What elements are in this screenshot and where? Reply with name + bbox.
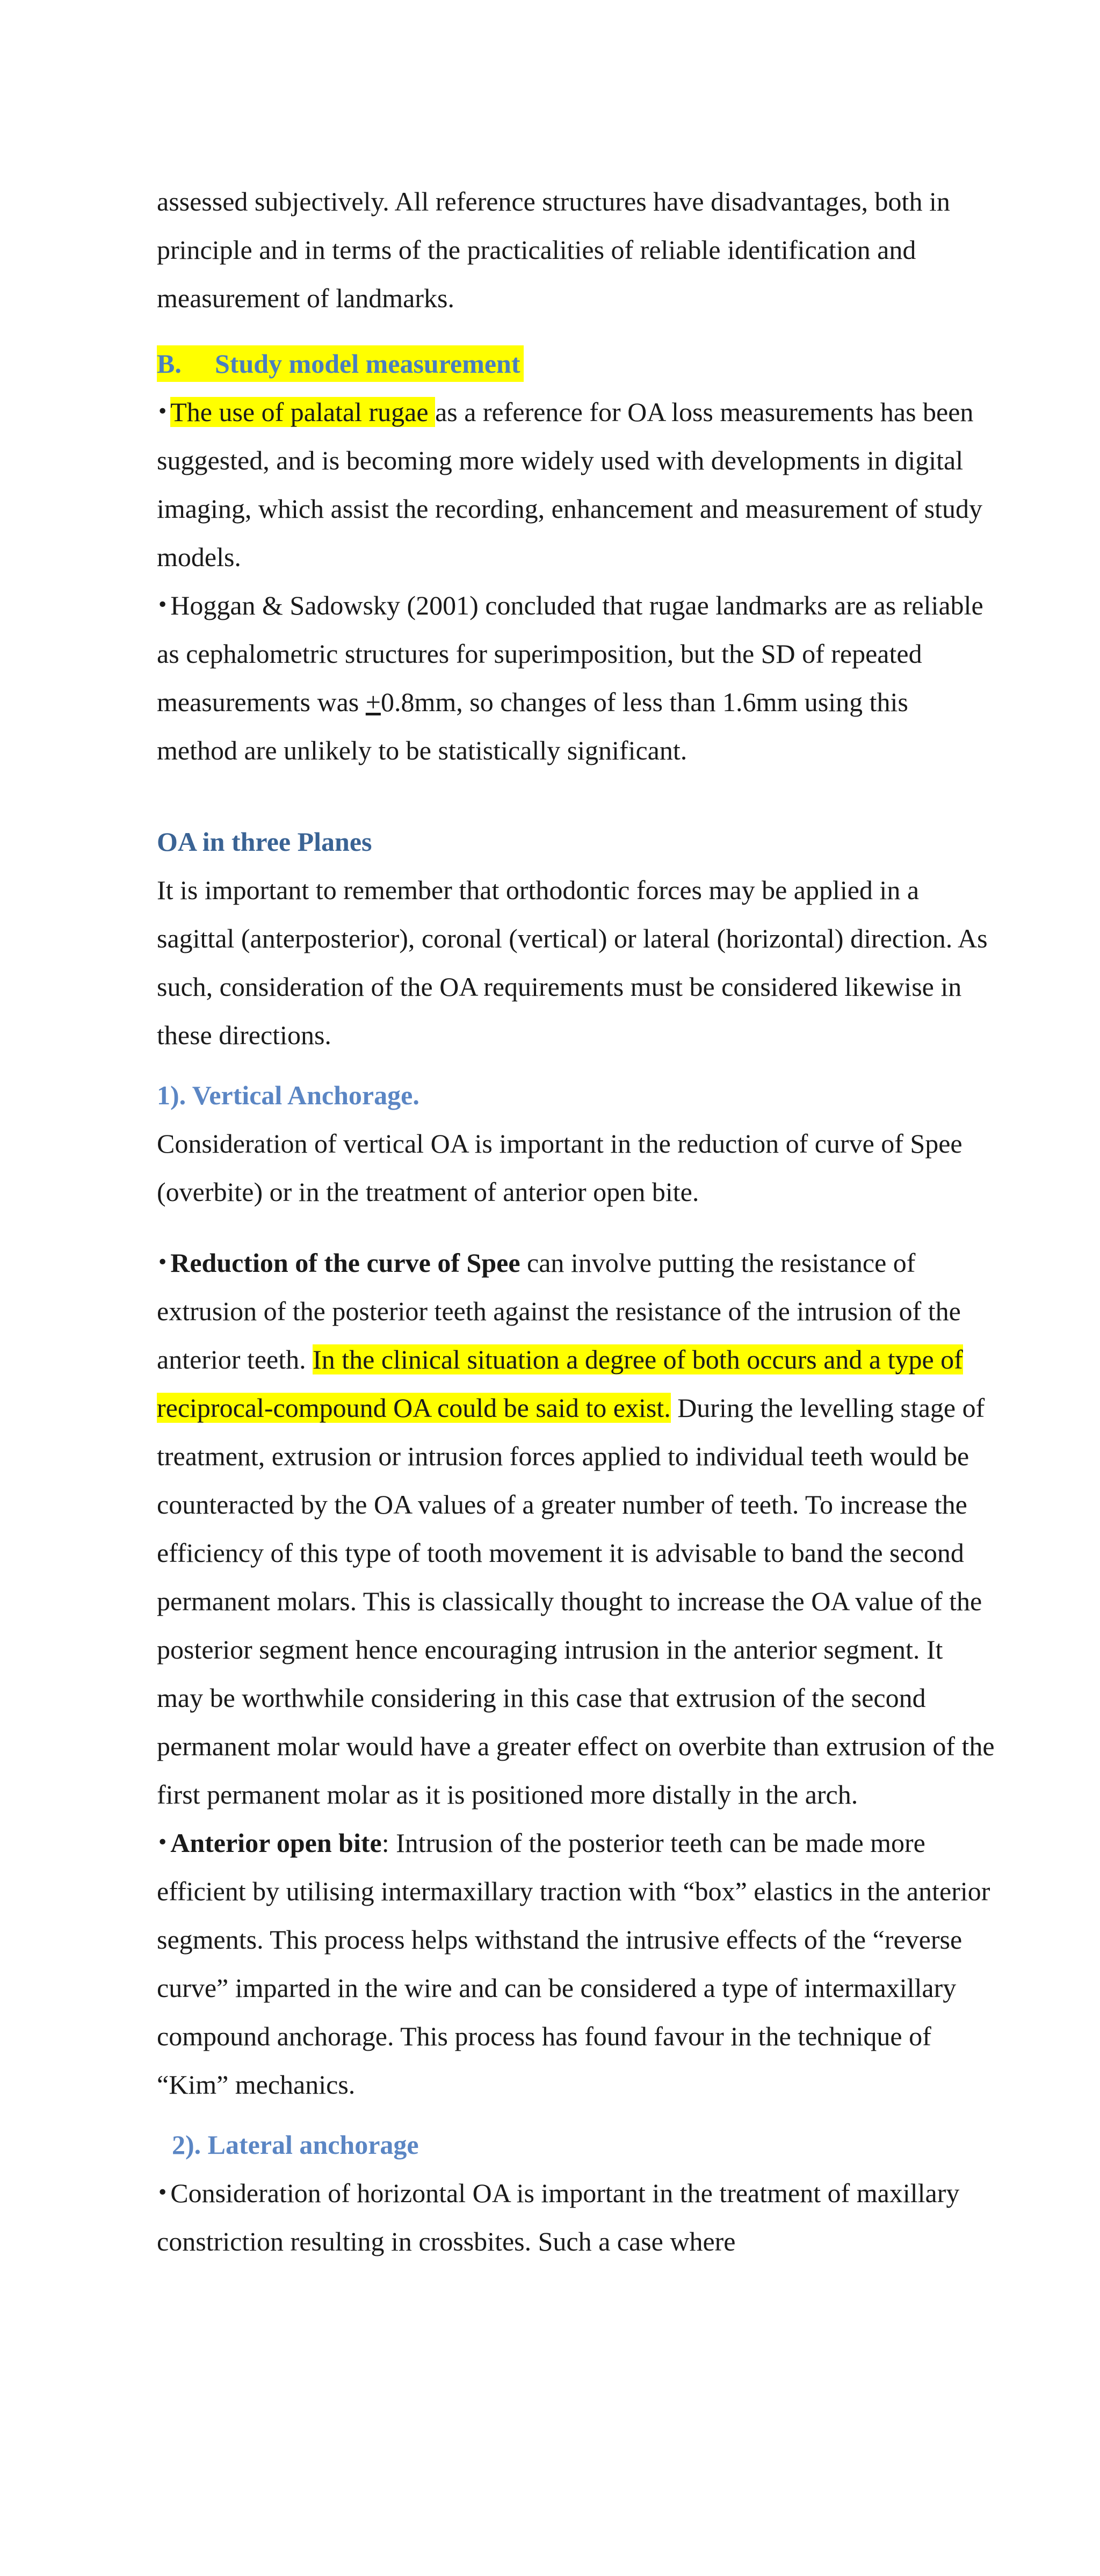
- bullet-icon: •: [157, 401, 169, 423]
- curve-text-a: can involve putting the resistance of extrusion of the posterior teeth against the resistance of the intrusion of the anterior teeth.: [157, 1248, 961, 1374]
- bullet-icon: •: [157, 1832, 169, 1854]
- bullet-icon: •: [157, 594, 169, 616]
- curve-text-b: During the levelling stage of treatment, extrusion or intrusion forces applied to individual teeth would be counteracted by the OA values of a greater number of teeth. To increase the efficiency of this type of tooth movement it is advisable to band the second permanent molars. This is classically thought to increase the OA value of the posterior segment hence encouraging intrusion in the anterior segment. It may be worthwhile considering in this case that extrusion of the second permanent molar would have a greater effect on overbite than extrusion of the first permanent molar as it is positioned more distally in the arch.: [157, 1393, 995, 1810]
- section-b-heading: [157, 345, 524, 382]
- planes-heading: OA in three Planes: [157, 827, 372, 857]
- bullet-2-text-a: Hoggan & Sadowsky (2001) concluded that rugae landmarks are as reliable as cephalometric structures for superimposition, but the SD of repeated measurements was: [157, 590, 983, 717]
- highlight-palatal-rugae: The use of palatal rugae: [170, 397, 436, 427]
- section-b-title: Study model measurement: [215, 349, 520, 379]
- intro-paragraph: assessed subjectively. All reference structures have disadvantages, both in principle and in terms of the practicalities of reliable identification and measurement of landmarks.: [157, 186, 950, 313]
- document-page: [157, 177, 995, 2266]
- bullet-1-text: as a reference for OA loss measurements has been suggested, and is becoming more widely used with developments in digital imaging, which assist the recording, enhancement and measurement of study models.: [157, 397, 983, 572]
- vertical-intro-paragraph: Consideration of vertical OA is important in the reduction of curve of Spee (overbite) or in the treatment of anterior open bite.: [157, 1128, 962, 1207]
- highlight-reciprocal-oa: In the clinical situation a degree of both occurs and a type of reciprocal-compound OA could be said to exist.: [157, 1344, 963, 1423]
- anterior-open-bite-label: Anterior open bite: [170, 1828, 382, 1858]
- anterior-open-bite-paragraph: [157, 1819, 995, 2109]
- section-b-bullet-2: [157, 581, 995, 775]
- section-b-number: B.: [157, 349, 182, 379]
- bullet-icon: •: [157, 1251, 169, 1273]
- curve-of-spee-label: Reduction of the curve of Spee: [170, 1248, 520, 1278]
- lateral-paragraph: [157, 2169, 995, 2266]
- open-bite-text: : Intrusion of the posterior teeth can be made more efficient by utilising intermaxillary traction with “box” elastics in the anterior segments. This process helps withstand the intrusive effects of the “reverse curve” imparted in the wire and can be considered a type of intermaxillary compound anchorage. This process has found favour in the technique of “Kim” mechanics.: [157, 1828, 990, 2100]
- plus-minus-sign: +: [365, 687, 381, 717]
- section-b-bullet-1: [157, 388, 995, 581]
- curve-of-spee-paragraph: [157, 1239, 995, 1819]
- vertical-anchorage-heading: 1). Vertical Anchorage.: [157, 1080, 419, 1110]
- lateral-anchorage-heading: 2). Lateral anchorage: [172, 2130, 419, 2160]
- bullet-2-text-b: 0.8mm, so changes of less than 1.6mm using this method are unlikely to be statistically significant.: [157, 687, 908, 765]
- planes-paragraph: It is important to remember that orthodontic forces may be applied in a sagittal (anterposterior), coronal (vertical) or lateral (horizontal) direction. As such, consideration of the OA requirements must be considered likewise in these directions.: [157, 875, 988, 1050]
- bullet-icon: •: [157, 2182, 169, 2204]
- lateral-text: Consideration of horizontal OA is important in the treatment of maxillary constriction resulting in crossbites. Such a case where: [157, 2178, 960, 2256]
